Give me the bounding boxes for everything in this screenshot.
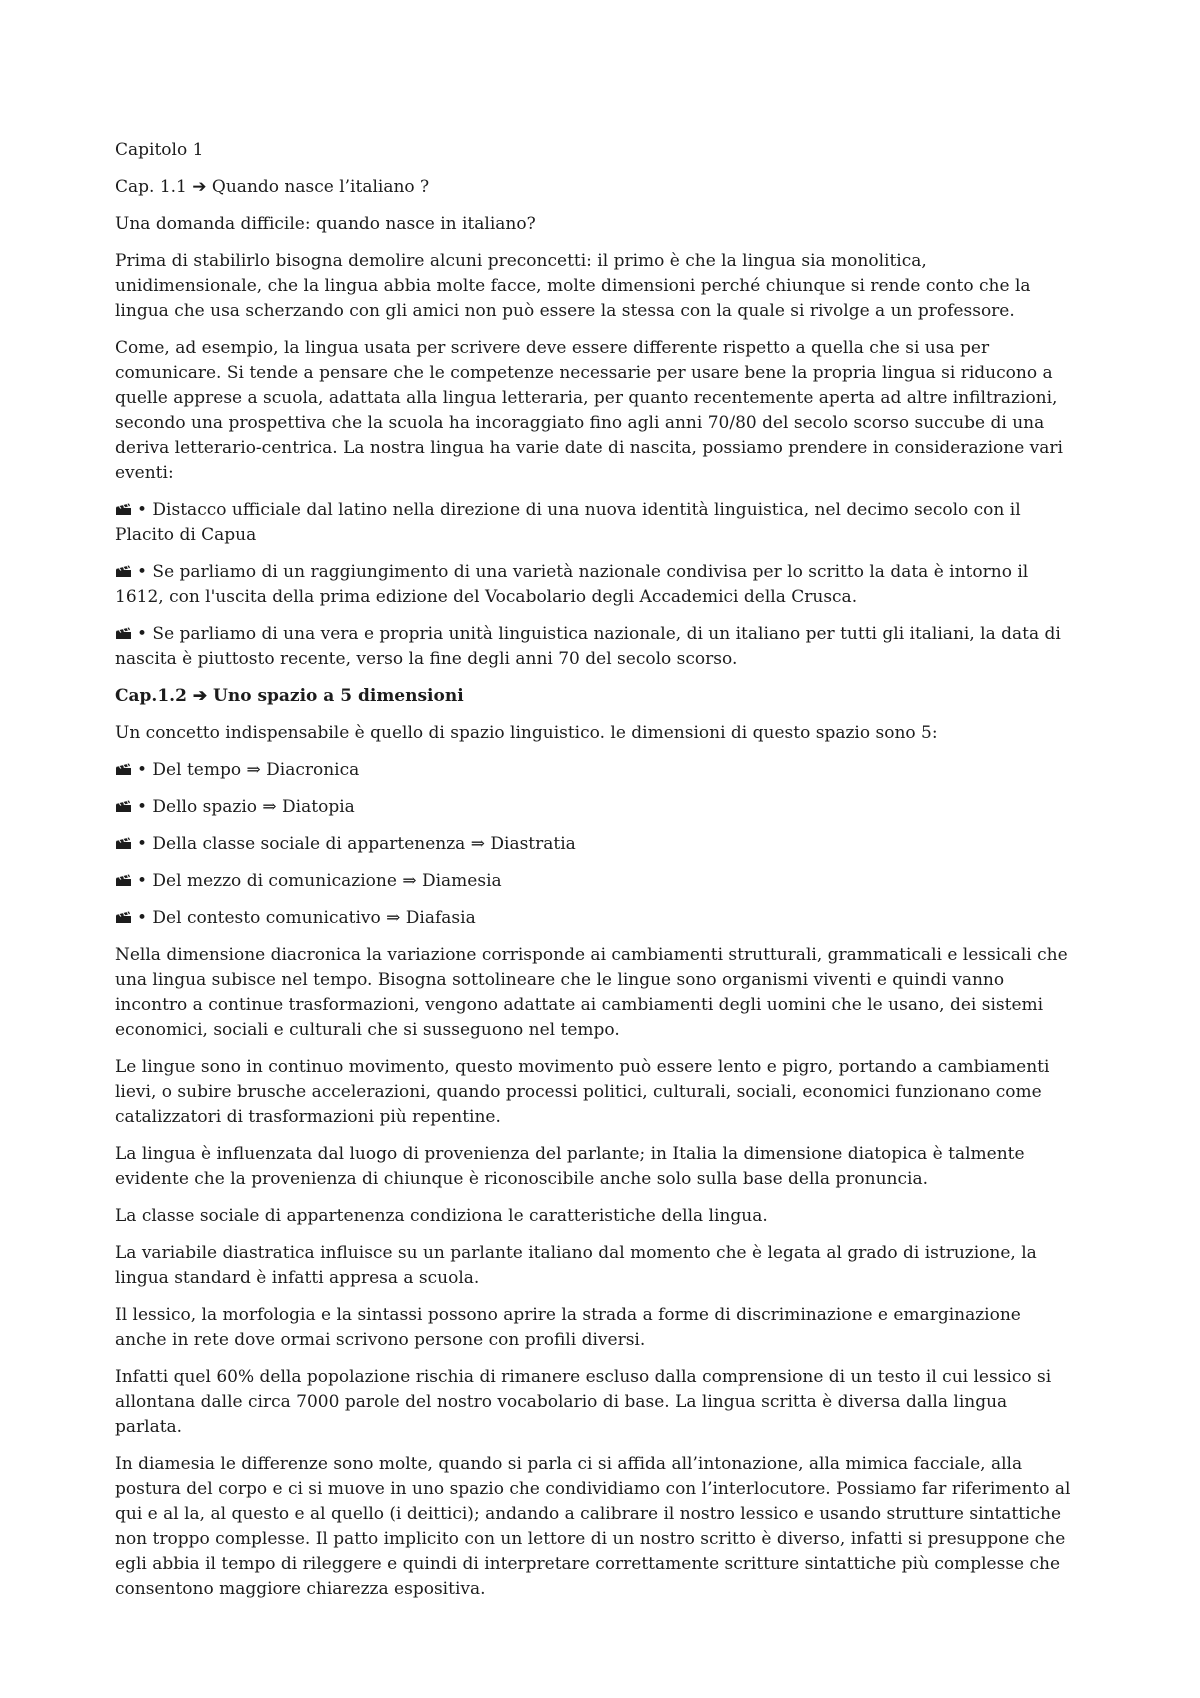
section-1-title: Cap. 1.1 ➔ Quando nasce l’italiano ? [115, 177, 430, 197]
paragraph-1: Prima di stabilirlo bisogna demolire alcuni preconcetti: il primo è che la lingua sia monolitica, unidimensionale, che la lingua abbia molte facce, molte dimensioni perché chiunque si rende conto che la lingua che usa scherzando con gli amici non può essere la stessa con la quale si rivolge a un professore. [115, 251, 1031, 321]
list-item [115, 832, 1075, 857]
clapperboard-icon [115, 874, 133, 887]
paragraph-8: Il lessico, la morfologia e la sintassi possono aprire la strada a forme di discriminazione e emarginazione anche in rete dove ormai scrivono persone con profili diversi. [115, 1305, 1021, 1350]
clapperboard-icon [115, 911, 133, 924]
clapperboard-icon [115, 503, 133, 516]
clapperboard-icon [115, 627, 133, 640]
paragraph-6: La classe sociale di appartenenza condiziona le caratteristiche della lingua. [115, 1206, 768, 1226]
list-item-text: • Del tempo ⇒ Diacronica [137, 760, 360, 780]
list-item-text: • Del contesto comunicativo ⇒ Diafasia [137, 908, 476, 928]
paragraph-9: Infatti quel 60% della popolazione rischia di rimanere escluso dalla comprensione di un testo il cui lessico si allontana dalle circa 7000 parole del nostro vocabolario di base. La lingua scritta è diversa dalla lingua parlata. [115, 1367, 1052, 1437]
list-item [115, 906, 1075, 931]
paragraph-10: In diamesia le differenze sono molte, quando si parla ci si affida all’intonazione, alla mimica facciale, alla postura del corpo e ci si muove in uno spazio che condividiamo con l’interlocutore. Possiamo far riferimento al qui e al la, al questo e al quello (i deittici); andando a calibrare il nostro lessico e usando strutture sintattiche non troppo complesse. Il patto implicito con un lettore di un nostro scritto è diverso, infatti si presuppone che egli abbia il tempo di rileggere e quindi di interpretare correttamente scritture sintattiche più complesse che consentono maggiore chiarezza espositiva. [115, 1454, 1071, 1599]
birth-dates-list [115, 498, 1075, 672]
list-item [115, 622, 1075, 672]
list-item [115, 498, 1075, 548]
list-item [115, 795, 1075, 820]
paragraph-5: La lingua è influenzata dal luogo di provenienza del parlante; in Italia la dimensione diatopica è talmente evidente che la provenienza di chiunque è riconoscibile anche solo sulla base della pronuncia. [115, 1144, 1025, 1189]
list-item-text: • Dello spazio ⇒ Diatopia [137, 797, 355, 817]
question-line: Una domanda difficile: quando nasce in italiano? [115, 214, 536, 234]
list-item-text: • Distacco ufficiale dal latino nella direzione di una nuova identità linguistica, nel decimo secolo con il Placito di Capua [115, 500, 1021, 545]
document-page [115, 138, 1075, 1614]
section-2-title: Cap.1.2 ➔ Uno spazio a 5 dimensioni [115, 686, 464, 706]
list-item [115, 758, 1075, 783]
section-2-intro: Un concetto indispensabile è quello di spazio linguistico. le dimensioni di questo spazio sono 5: [115, 723, 938, 743]
dimensions-list [115, 758, 1075, 931]
clapperboard-icon [115, 837, 133, 850]
clapperboard-icon [115, 565, 133, 578]
paragraph-7: La variabile diastratica influisce su un parlante italiano dal momento che è legata al grado di istruzione, la lingua standard è infatti appresa a scuola. [115, 1243, 1037, 1288]
list-item-text: • Del mezzo di comunicazione ⇒ Diamesia [137, 871, 502, 891]
list-item-text: • Della classe sociale di appartenenza ⇒ Diastratia [137, 834, 576, 854]
list-item [115, 560, 1075, 610]
clapperboard-icon [115, 800, 133, 813]
list-item [115, 869, 1075, 894]
list-item-text: • Se parliamo di una vera e propria unità linguistica nazionale, di un italiano per tutti gli italiani, la data di nascita è piuttosto recente, verso la fine degli anni 70 del secolo scorso. [115, 624, 1061, 669]
paragraph-2: Come, ad esempio, la lingua usata per scrivere deve essere differente rispetto a quella che si usa per comunicare. Si tende a pensare che le competenze necessarie per usare bene la propria lingua si riducono a quelle apprese a scuola, adattata alla lingua letteraria, per quanto recentemente aperta ad altre infiltrazioni, secondo una prospettiva che la scuola ha incoraggiato fino agli anni 70/80 del secolo scorso succube di una deriva letterario-centrica. La nostra lingua ha varie date di nascita, possiamo prendere in considerazione vari eventi: [115, 338, 1063, 483]
paragraph-4: Le lingue sono in continuo movimento, questo movimento può essere lento e pigro, portando a cambiamenti lievi, o subire brusche accelerazioni, quando processi politici, culturali, sociali, economici funzionano come catalizzatori di trasformazioni più repentine. [115, 1057, 1050, 1127]
clapperboard-icon [115, 763, 133, 776]
list-item-text: • Se parliamo di un raggiungimento di una varietà nazionale condivisa per lo scritto la data è intorno il 1612, con l'uscita della prima edizione del Vocabolario degli Accademici della Crusca. [115, 562, 1029, 607]
paragraph-3: Nella dimensione diacronica la variazione corrisponde ai cambiamenti strutturali, grammaticali e lessicali che una lingua subisce nel tempo. Bisogna sottolineare che le lingue sono organismi viventi e quindi vanno incontro a continue trasformazioni, vengono adattate ai cambiamenti degli uomini che le usano, dei sistemi economici, sociali e culturali che si susseguono nel tempo. [115, 945, 1068, 1040]
chapter-title: Capitolo 1 [115, 140, 204, 160]
